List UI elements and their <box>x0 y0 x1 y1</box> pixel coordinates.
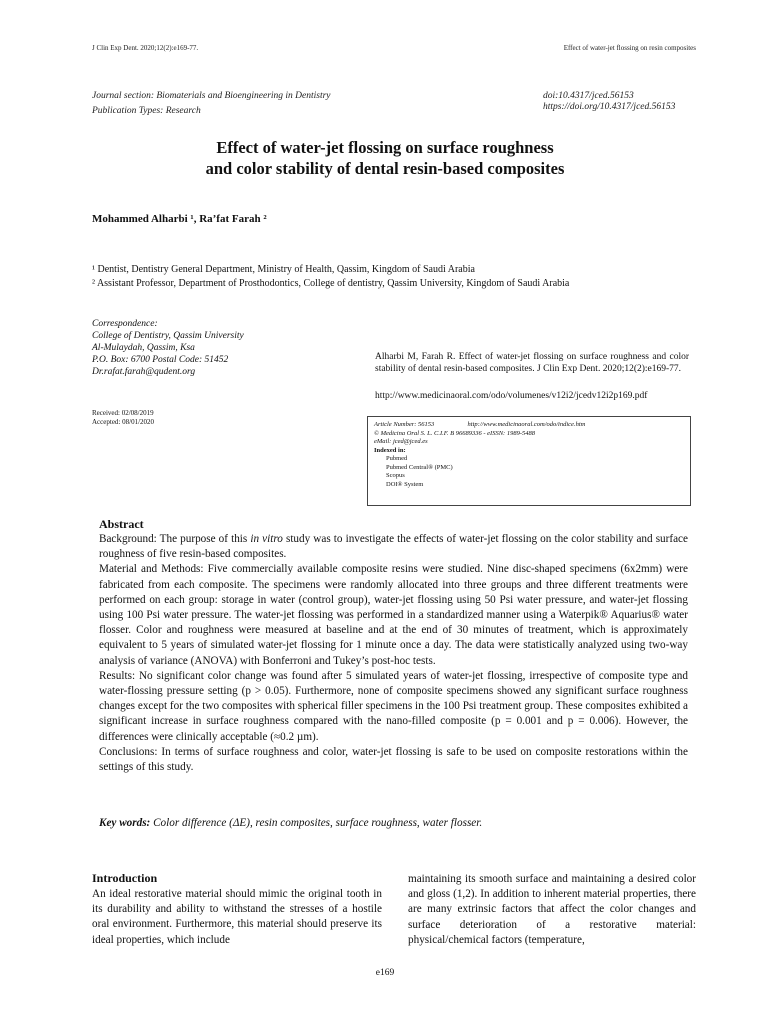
article-number: Article Number: 56153 <box>374 421 435 428</box>
doi: doi:10.4317/jced.56153 <box>543 91 634 101</box>
publication-type: Publication Types: Research <box>92 106 201 116</box>
citation-url[interactable]: http://www.medicinaoral.com/odo/volumenes/v12i2/jcedv12i2p169.pdf <box>375 391 648 401</box>
running-header-right: Effect of water-jet flossing on resin composites <box>563 44 696 52</box>
index-item: Pubmed <box>386 455 408 462</box>
journal-section: Journal section: Biomaterials and Bioengineering in Dentistry <box>92 91 331 101</box>
abstract-heading: Abstract <box>99 517 144 531</box>
introduction-heading: Introduction <box>92 871 158 885</box>
journal-site-link[interactable]: http://www.medicinaoral.com/odo/indice.htm <box>467 421 586 428</box>
correspondence-city: Al-Mulaydah, Qassim, Ksa <box>92 343 195 353</box>
doi-url[interactable]: https://doi.org/10.4317/jced.56153 <box>543 102 676 112</box>
dates-block <box>92 409 154 427</box>
article-info-box <box>367 416 691 506</box>
index-list <box>374 455 684 489</box>
page-number: e169 <box>375 968 395 978</box>
accepted-date: Accepted: 08/01/2020 <box>92 418 155 426</box>
correspondence-label: Correspondence: <box>92 319 158 329</box>
correspondence-block <box>92 318 244 378</box>
correspondence-pobox: P.O. Box: 6700 Postal Code: 51452 <box>92 355 229 365</box>
citation: Alharbi M, Farah R. Effect of water-jet flossing on surface roughness and color stability of dental resin-based composites. J Clin Exp Dent. 2020;12(2):e169-77. <box>375 352 689 374</box>
title-line-1: Effect of water-jet flossing on surface roughness <box>216 138 554 157</box>
paper-title <box>0 137 770 179</box>
journal-email[interactable]: eMail: jced@jced.es <box>374 438 428 445</box>
abstract-background: Background: The purpose of this in vitro study was to investigate the effects of water-jet flossing on the color stability and surface roughness of five resin-based composites. <box>99 533 688 561</box>
abstract-body <box>99 532 688 775</box>
correspondence-institution: College of Dentistry, Qassim University <box>92 331 244 341</box>
authors: Mohammed Alharbi ¹, Ra’fat Farah ² <box>92 213 267 225</box>
title-line-2: and color stability of dental resin-based composites <box>205 159 565 178</box>
index-item: DOI® System <box>386 480 424 488</box>
abstract-conclusions: Conclusions: In terms of surface roughness and color, water-jet flossing is safe to be used on composite restorations within the settings of this study. <box>99 745 688 774</box>
abstract-results: Results: No significant color change was found after 5 simulated years of water-jet flossing, irrespective of composite type and water-flossing pressure setting (p > 0.05). Furthermore, none of composite specimens showed any significant surface roughness changes except for the two composites with spherical filler specimens in the 100 Psi treatment group. These composites exhibited a significant increase in surface roughness compared with the nano-filled composite (p = 0.001 and p = 0.006). However, the differences were clinically acceptable (≈0.2 µm). <box>99 669 688 743</box>
index-item: Pubmed Central® (PMC) <box>386 463 453 471</box>
index-item: Scopus <box>386 472 405 479</box>
introduction-left-column: An ideal restorative material should mimic the original tooth in its durability and ability to withstand the stresses of a hostile oral environment. Furthermore, this material should preserve its ideal properties, which include <box>92 888 382 946</box>
article-number-row <box>374 421 684 430</box>
copyright-line: © Medicina Oral S. L. C.I.F. B 96689336 - eISSN: 1989-5488 <box>374 429 535 437</box>
keywords <box>99 817 482 829</box>
keywords-text: Color difference (ΔE), resin composites, surface roughness, water flosser. <box>150 817 483 829</box>
keywords-label: Key words: <box>99 817 151 829</box>
affiliation-1: ¹ Dentist, Dentistry General Department, Ministry of Health, Qassim, Kingdom of Saudi Arabia <box>92 264 475 275</box>
introduction-right-column: maintaining its smooth surface and maintaining a desired color and gloss (1,2). In addition to inherent material properties, there are many extrinsic factors that affect the color changes and surface deterioration of a restorative material: physical/chemical factors (temperature, <box>408 873 696 946</box>
received-date: Received: 02/08/2019 <box>92 409 154 417</box>
correspondence-email[interactable]: Dr.rafat.farah@qudent.org <box>92 367 196 377</box>
affiliation-2: ² Assistant Professor, Department of Prosthodontics, College of dentistry, Qassim University, Kingdom of Saudi Arabia <box>92 278 570 289</box>
running-header-left: J Clin Exp Dent. 2020;12(2):e169-77. <box>92 44 199 52</box>
abstract-methods: Material and Methods: Five commercially available composite resins were studied. Nine disc-shaped specimens (6x2mm) were fabricated from each composite. The specimens were randomly allocated into three groups and three different treatments were performed on each group: storage in water (control group), water-jet flossing using 50 Psi water pressure, and water-jet flossing using 100 Psi water pressure. The water-jet flossing was performed in a standardized manner using a Waterpik® Aquarius® water flosser. Color and roughness were measured at baseline and at the end of 30 minutes of treatment, which is approximately equivalent to 5 years of simulated water-jet flossing for 1 minute once a day. The data were statistically analyzed using two-way analysis of variance (ANOVA) with Bonferroni and Tukey’s post-hoc tests. <box>99 563 688 667</box>
indexed-in-label: Indexed in: <box>374 446 406 454</box>
